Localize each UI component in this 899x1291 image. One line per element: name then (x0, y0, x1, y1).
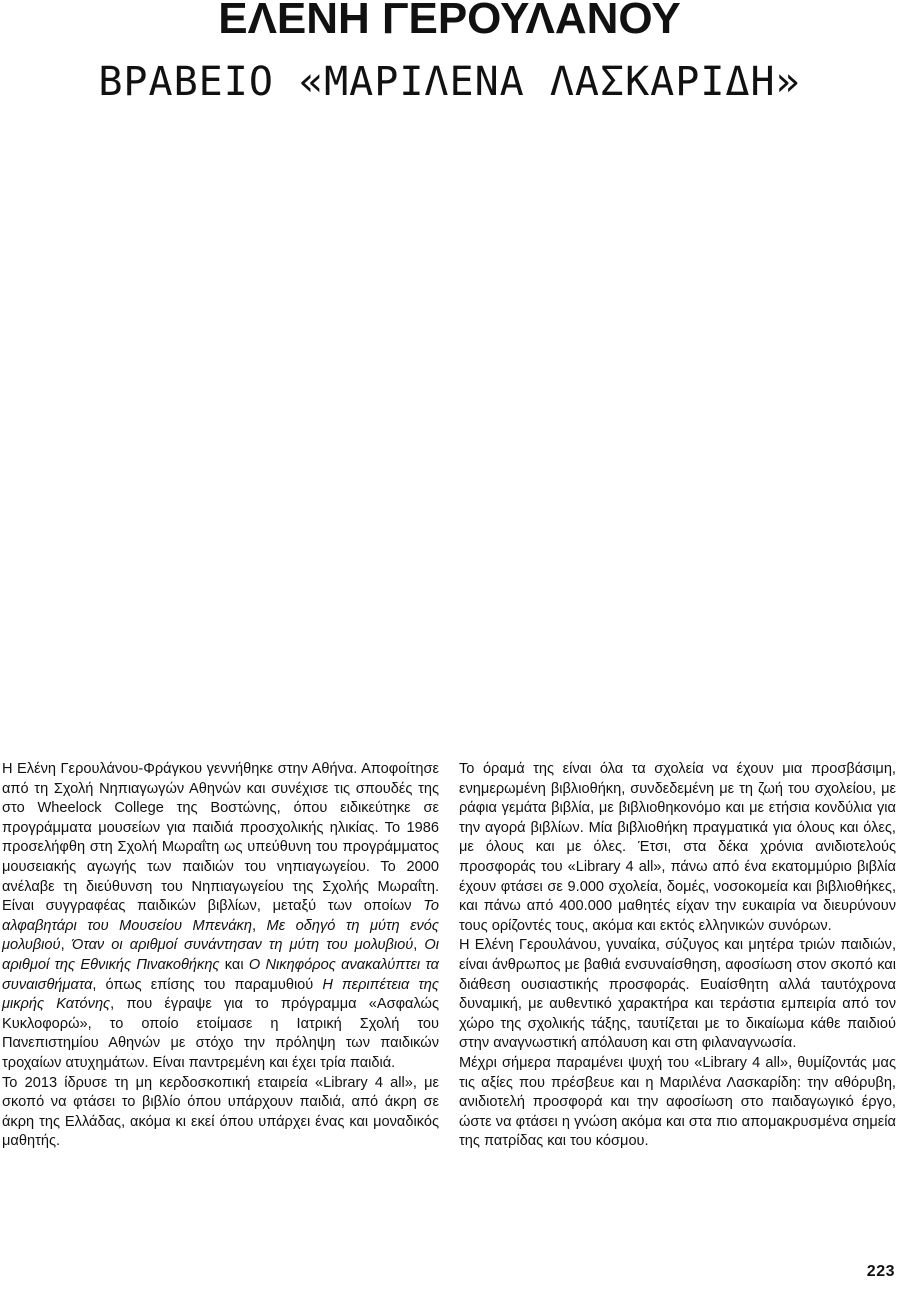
vision-paragraph: Το όραμά της είναι όλα τα σχολεία να έχουν μια προσβάσιμη, ενημερωμένη βιβλιοθήκη, συνδεδεμένη με τη ζωή του σχολείου, με ράφια γεμάτα βιβλία, με βιβλιοθηκονόμο και με ετήσια κονδύλια για την αγορά βιβλίων. Μία βιβλιοθήκη πραγματικά για όλους και όλες, με όλους και με όλες. Έτσι, στα δέκα χρόνια ανιδιοτελούς προσφοράς του «Library 4 all», πάνω από ένα εκατομμύριο βιβλία έχουν φτάσει σε 9.000 σχολεία, δομές, νοσοκομεία και βιβλιοθήκες, και πάνω από 400.000 μαθητές είχαν την ευκαιρία να διευρύνουν τους ορίζοντές τους, ακόμα και εκτός ελληνικών συνόρων. (459, 761, 896, 934)
bio-text: και (219, 956, 249, 973)
book-title: Η περιπέτεια της μικρής Κατόνης (2, 976, 439, 1013)
page-number: 223 (866, 1263, 895, 1280)
left-text-column (2, 760, 439, 1152)
library-founding-paragraph: Το 2013 ίδρυσε τη μη κερδοσκοπική εταιρεία «Library 4 all», με σκοπό να φτάσει το βιβλίο όπου υπάρχουν παιδιά, από άκρη σε άκρη της Ελλάδας, ακόμα κι εκεί όπου υπάρχει ένας και μοναδικός μαθητής. (2, 1074, 439, 1150)
legacy-paragraph: Μέχρι σήμερα παραμένει ψυχή του «Library 4 all», θυμίζοντάς μας τις αξίες που πρέσβευε και η Μαριλένα Λασκαρίδη: την αθόρυβη, ανιδιοτελή προσφορά και την αφοσίωση στο παιδαγωγικό έργο, ώστε να φτάσει η γνώση ακόμα και στα πιο απομακρυσμένα σημεία της πατρίδας και του κόσμου. (459, 1054, 896, 1150)
right-text-column (459, 760, 896, 1152)
bio-text: Η Ελένη Γερουλάνου-Φράγκου γεννήθηκε στην Αθήνα. Αποφοίτησε από τη Σχολή Νηπιαγωγών Αθηνών και συνέχισε τις σπουδές της στο Wheelock College της Βοστώνης, όπου ειδικεύτηκε σε προγράμματα μουσείων για παιδιά προσχολικής ηλικίας. Το 1986 προσελήφθη στη Σχολή Μωραΐτη ως υπεύθυνη του προγράμματος μουσειακής αγωγής των παιδιών του νηπιαγωγείου. Το 2000 ανέλαβε τη διεύθυνση του Νηπιαγωγείου της Σχολής Μωραΐτη. Είναι συγγραφέας παιδικών βιβλίων, μεταξύ των οποίων (2, 761, 439, 915)
book-title: Όταν οι αριθμοί συνάντησαν τη μύτη του μολυβιού (71, 937, 414, 954)
award-title-heading: ΒΡΑΒΕΙΟ «ΜΑΡΙΛΕΝΑ ΛΑΣΚΑΡΙΔΗ» (98, 59, 801, 105)
bio-text: , (60, 937, 72, 954)
book-title: Ο Νικηφόρος ανακαλύπτει τα συναισθήματα (2, 956, 439, 993)
character-paragraph: Η Ελένη Γερουλάνου, γυναίκα, σύζυγος και μητέρα τριών παιδιών, είναι άνθρωπος με βαθιά ενσυναίσθηση, αφοσίωση στον σκοπό και διάθεση ουσιαστικής προσφοράς. Ευαίσθητη αλλά ταυτόχρονα δυναμική, με αυθεντικό χαρακτήρα και τεράστια εμπειρία από τον χώρο της σχολικής τάξης, ταυτίζεται με το δικαίωμα κάθε παιδιού στην αναγνωστική απόλαυση και στη φιλαναγνωσία. (459, 937, 896, 1052)
bio-text: , (413, 937, 425, 954)
biography-paragraph (2, 760, 439, 1074)
bio-text: , (251, 917, 267, 934)
author-name-heading: ΕΛΕΝΗ ΓΕΡΟΥΛΑΝΟΥ (218, 0, 681, 43)
book-title: Το αλφαβητάρι του Μουσείου Μπενάκη (2, 898, 439, 934)
bio-text: , όπως επίσης του παραμυθιού (92, 976, 323, 993)
book-title: Οι αριθμοί της Εθνικής Πινακοθήκης (2, 937, 440, 973)
book-title: Με οδηγό τη μύτη ενός μολυβιού (2, 917, 440, 954)
bio-text: , που έγραψε για το πρόγραμμα «Ασφαλώς Κυκλοφορώ», το οποίο ετοίμασε η Ιατρική Σχολή του Πανεπιστημίου Αθηνών με στόχο την πρόληψη των παιδικών τροχαίων ατυχημάτων. Είναι παντρεμένη και έχει τρία παιδιά. (2, 996, 439, 1071)
